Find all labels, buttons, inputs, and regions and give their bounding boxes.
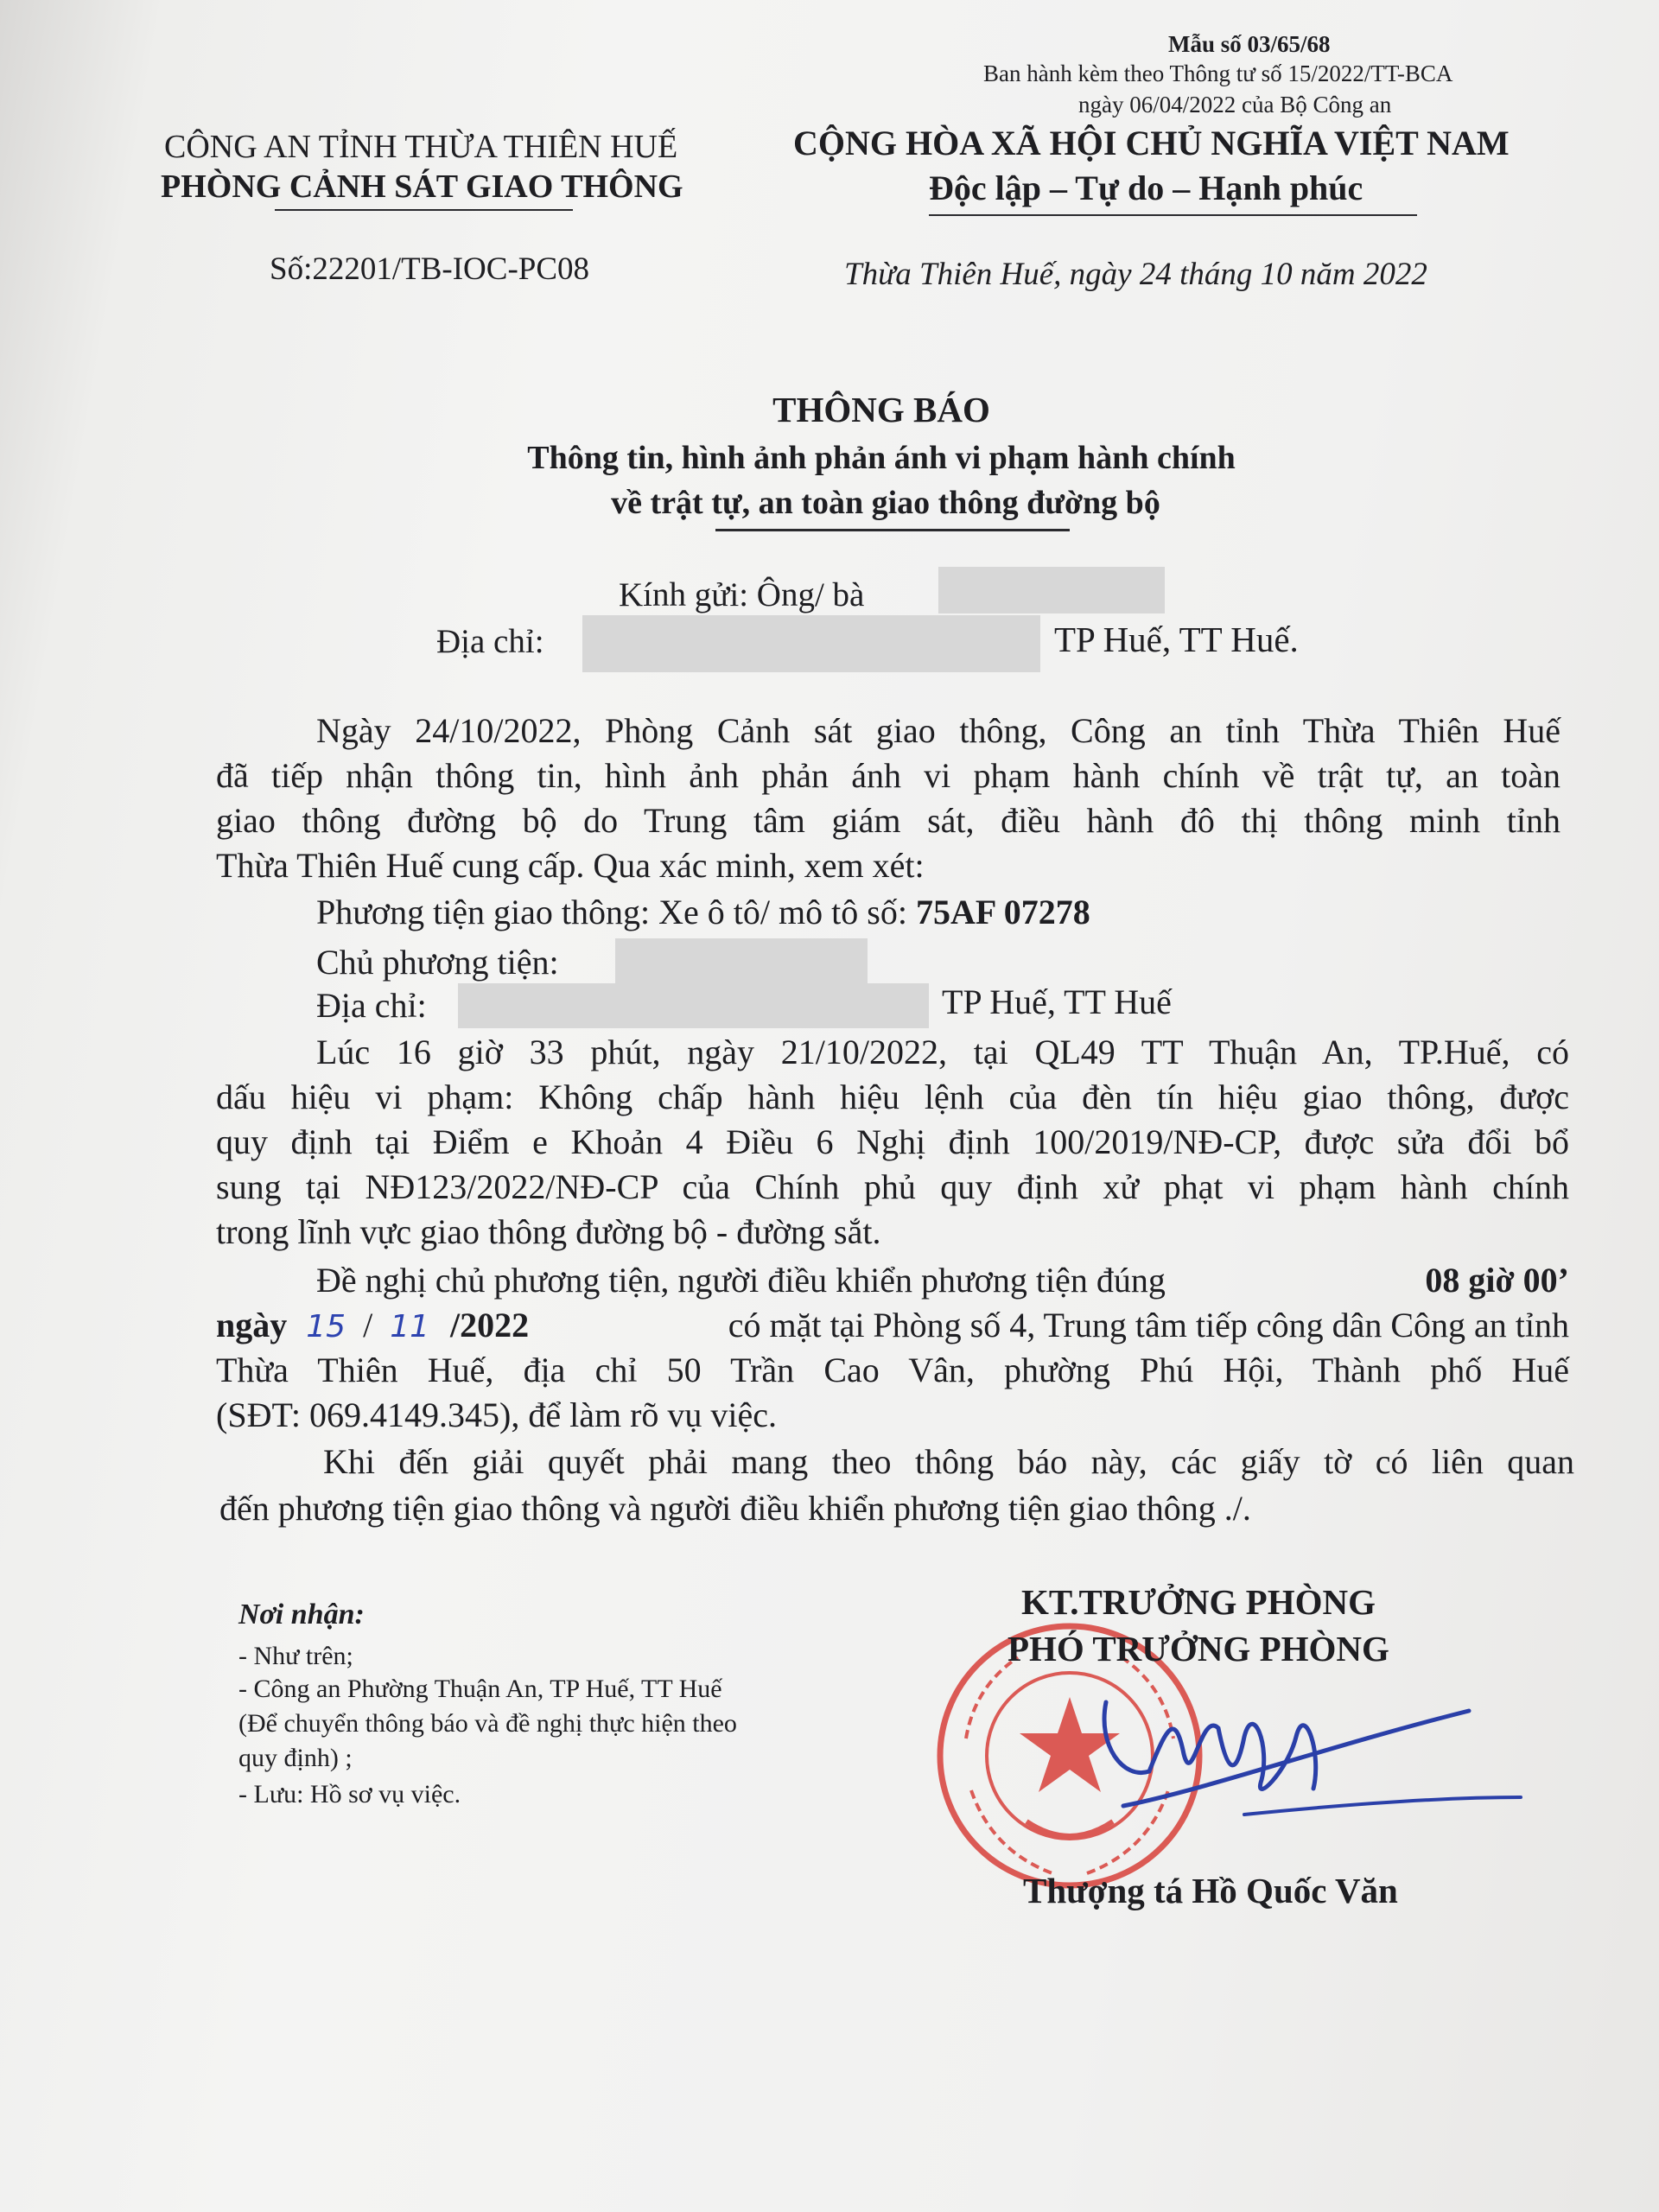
violation-line: quy định tại Điểm e Khoản 4 Điều 6 Nghị định 100/2019/NĐ-CP, được sửa đổi bổ <box>216 1122 1569 1161</box>
handwritten-month: 11 <box>390 1309 429 1344</box>
recipients-item: quy định) ; <box>238 1744 353 1772</box>
agency-name: CÔNG AN TỈNH THỪA THIÊN HUẾ <box>164 129 678 165</box>
form-issued-line1: Ban hành kèm theo Thông tư số 15/2022/TT-BCA <box>983 60 1453 86</box>
recipients-item: - Như trên; <box>238 1642 353 1670</box>
closing-line: Khi đến giải quyết phải mang theo thông báo này, các giấy tờ có liên quan <box>323 1442 1574 1481</box>
request-line: (SĐT: 069.4149.345), để làm rõ vụ việc. <box>216 1395 778 1434</box>
recipients-title: Nơi nhận: <box>238 1599 365 1630</box>
recipients-item: (Để chuyển thông báo và đề nghị thực hiện theo <box>238 1709 737 1738</box>
violation-line: dấu hiệu vi phạm: Không chấp hành hiệu lệnh của đèn tín hiệu giao thông, được <box>216 1077 1569 1116</box>
violation-line: sung tại NĐ123/2022/NĐ-CP của Chính phủ quy định xử phạt vi phạm hành chính <box>216 1167 1569 1206</box>
signer-name: Thượng tá Hồ Quốc Văn <box>1023 1871 1398 1910</box>
license-plate: 75AF 07278 <box>915 893 1090 931</box>
notice-title: THÔNG BÁO <box>772 390 990 429</box>
closing-line: đến phương tiện giao thông và người điều khiển phương tiện giao thông ./. <box>219 1489 1251 1528</box>
owner-address-suffix: TP Huế, TT Huế <box>942 982 1172 1021</box>
violation-line: Lúc 16 giờ 33 phút, ngày 21/10/2022, tại QL49 TT Thuận An, TP.Huế, có <box>316 1033 1569 1071</box>
nation-title: CỘNG HÒA XÃ HỘI CHỦ NGHĨA VIỆT NAM <box>793 124 1510 162</box>
subtitle-underline <box>715 529 1070 531</box>
redacted-owner-name <box>615 938 868 987</box>
form-number: Mẫu số 03/65/68 <box>1168 31 1331 57</box>
owner-label: Chủ phương tiện: <box>316 943 559 982</box>
body-line: Thừa Thiên Huế cung cấp. Qua xác minh, xem xét: <box>216 846 925 885</box>
body-line: Ngày 24/10/2022, Phòng Cảnh sát giao thông, Công an tỉnh Thừa Thiên Huế <box>316 711 1560 750</box>
handwritten-day: 15 <box>306 1309 346 1344</box>
redacted-recipient-name <box>938 567 1165 613</box>
notice-subtitle-2: về trật tự, an toàn giao thông đường bộ <box>611 485 1160 521</box>
agency-department: PHÒNG CẢNH SÁT GIAO THÔNG <box>161 168 683 205</box>
motto-underline <box>929 214 1417 216</box>
request-line: Thừa Thiên Huế, địa chỉ 50 Trần Cao Vân, phường Phú Hội, Thành phố Huế <box>216 1351 1569 1389</box>
redacted-recipient-address <box>582 615 1040 672</box>
vehicle-label-text: Phương tiện giao thông: Xe ô tô/ mô tô số: <box>316 893 907 931</box>
appointment-year: /2022 <box>450 1306 530 1344</box>
owner-address-label: Địa chỉ: <box>316 986 427 1025</box>
nation-motto: Độc lập – Tự do – Hạnh phúc <box>929 168 1363 207</box>
recipient-label: Kính gửi: Ông/ bà <box>619 576 865 613</box>
recipients-item: - Công an Phường Thuận An, TP Huế, TT Huế <box>238 1675 722 1703</box>
place-date: Thừa Thiên Huế, ngày 24 tháng 10 năm 2022 <box>844 257 1427 292</box>
handwritten-signature <box>1071 1676 1538 1849</box>
violation-line: trong lĩnh vực giao thông đường bộ - đường sắt. <box>216 1212 881 1251</box>
recipient-address-suffix: TP Huế, TT Huế. <box>1054 620 1299 659</box>
vehicle-label <box>316 892 1090 932</box>
appointment-time: 08 giờ 00’ <box>1425 1261 1569 1300</box>
notice-subtitle-1: Thông tin, hình ảnh phản ánh vi phạm hành chính <box>527 440 1236 476</box>
request-line-2 <box>216 1305 1569 1345</box>
body-line: đã tiếp nhận thông tin, hình ảnh phản ánh vi phạm hành chính về trật tự, an toàn <box>216 756 1560 795</box>
redacted-owner-address <box>458 983 929 1028</box>
signature-title-2: PHÓ TRƯỞNG PHÒNG <box>1007 1629 1389 1669</box>
form-issued-line2: ngày 06/04/2022 của Bộ Công an <box>1078 92 1392 118</box>
request-text: Đề nghị chủ phương tiện, người điều khiển phương tiện đúng <box>316 1261 1166 1300</box>
recipient-address-label: Địa chỉ: <box>436 623 544 660</box>
document-number: Số:22201/TB-IOC-PC08 <box>270 251 590 287</box>
day-label: ngày <box>216 1306 288 1344</box>
appointment-date: ngày 15 / 11 /2022 <box>216 1306 530 1344</box>
agency-underline <box>275 209 573 211</box>
body-line: giao thông đường bộ do Trung tâm giám sát, điều hành đô thị thông minh tỉnh <box>216 801 1560 840</box>
request-rest: có mặt tại Phòng số 4, Trung tâm tiếp công dân Công an tỉnh <box>728 1306 1569 1344</box>
request-line-1 <box>316 1260 1569 1300</box>
recipients-item: - Lưu: Hồ sơ vụ việc. <box>238 1780 461 1808</box>
signature-title-1: KT.TRƯỞNG PHÒNG <box>1021 1582 1376 1622</box>
